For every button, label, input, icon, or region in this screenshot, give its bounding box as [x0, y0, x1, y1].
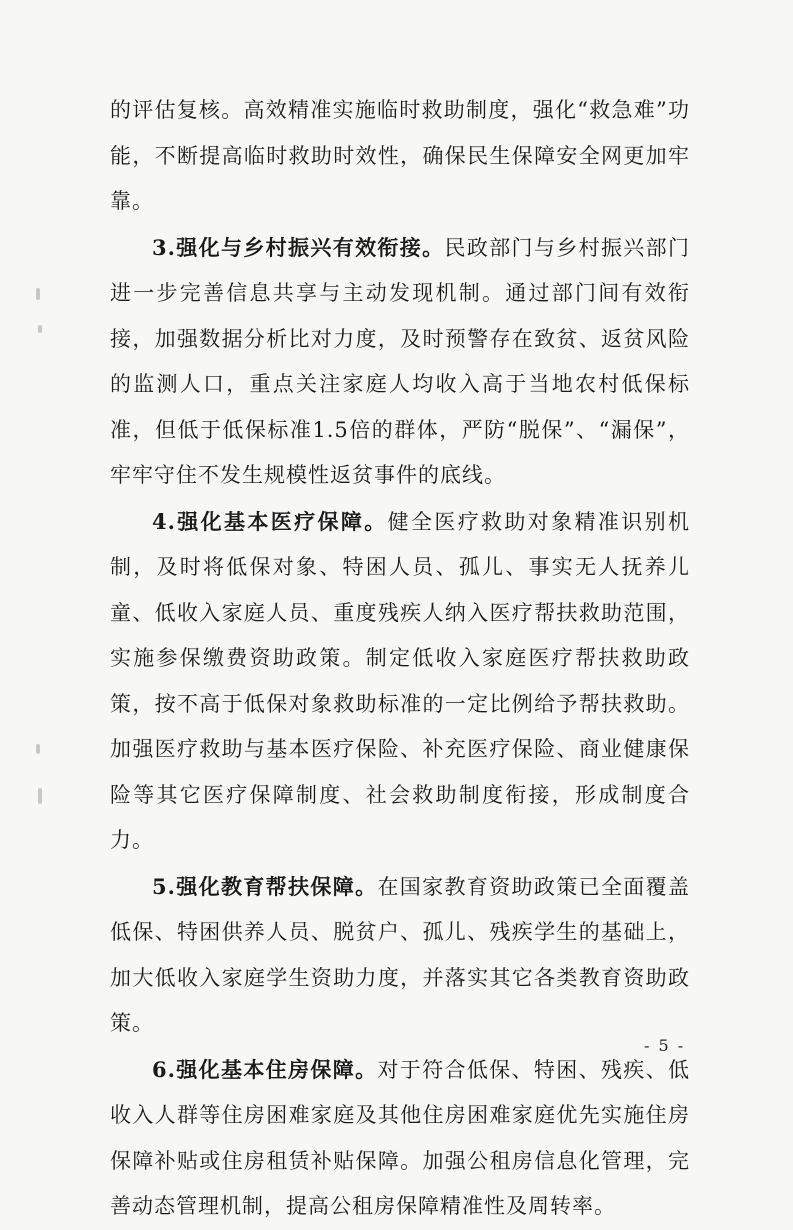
scan-mark: [36, 744, 40, 754]
paragraph-text: 的评估复核。高效精准实施临时救助制度，强化“救急难”功能，不断提高临时救助时效性，确保民生保障安全网更加牢靠。: [110, 98, 690, 213]
paragraph-heading: 4.强化基本医疗保障。: [152, 508, 388, 534]
scan-mark: [36, 288, 40, 300]
paragraph: [110, 88, 690, 225]
paragraph-heading: 5.强化教育帮扶保障。: [152, 873, 378, 899]
paragraph-text: 在国家教育资助政策已全面覆盖低保、特困供养人员、脱贫户、孤儿、残疾学生的基础上，加大低收入家庭学生资助力度，并落实其它各类教育资助政策。: [110, 874, 690, 1035]
paragraph: [110, 1047, 690, 1230]
scan-mark: [38, 788, 42, 804]
paragraph: [110, 225, 690, 499]
scan-mark: [38, 325, 42, 333]
page-number: - 5 -: [644, 1036, 686, 1055]
paragraph: [110, 864, 690, 1047]
paragraph-heading: 6.强化基本住房保障。: [152, 1056, 378, 1082]
paragraph-text: 民政部门与乡村振兴部门进一步完善信息共享与主动发现机制。通过部门间有效衔接，加强数据分析比对力度，及时预警存在致贫、返贫风险的监测人口，重点关注家庭人均收入高于当地农村低保标准，但低于低保标准1.5倍的群体，严防“脱保”、“漏保”，牢牢守住不发生规模性返贫事件的底线。: [110, 235, 691, 487]
body-text: [110, 88, 690, 1230]
paragraph-text: 对于符合低保、特困、残疾、低收入人群等住房困难家庭及其他住房困难家庭优先实施住房保障补贴或住房租赁补贴保障。加强公租房信息化管理，完善动态管理机制，提高公租房保障精准性及周转率。: [110, 1057, 690, 1218]
paragraph-heading: 3.强化与乡村振兴有效衔接。: [152, 234, 445, 260]
paragraph-text: 健全医疗救助对象精准识别机制，及时将低保对象、特困人员、孤儿、事实无人抚养儿童、低收入家庭人员、重度残疾人纳入医疗帮扶救助范围，实施参保缴费资助政策。制定低收入家庭医疗帮扶救助政策，按不高于低保对象救助标准的一定比例给予帮扶救助。加强医疗救助与基本医疗保险、补充医疗保险、商业健康保险等其它医疗保障制度、社会救助制度衔接，形成制度合力。: [110, 509, 690, 852]
paragraph: [110, 499, 690, 864]
